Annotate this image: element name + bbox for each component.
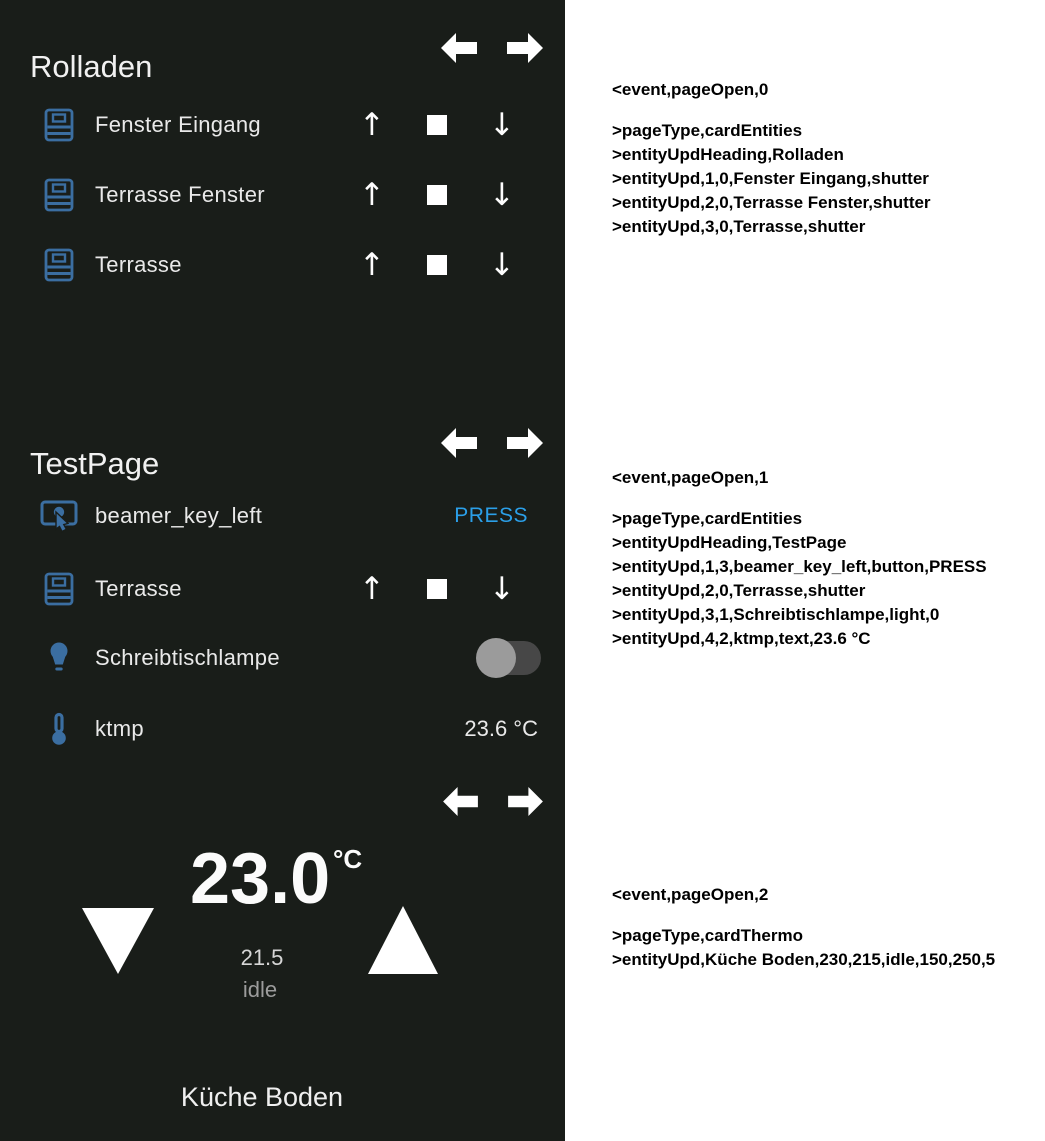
nav-prev-arrow-icon[interactable] (441, 33, 477, 63)
protocol-line: >entityUpd,2,0,Terrasse,shutter (612, 581, 866, 600)
card-rolladen (0, 0, 565, 410)
press-button[interactable]: PRESS (454, 504, 528, 527)
protocol-line: >entityUpd,3,1,Schreibtischlampe,light,0 (612, 605, 940, 624)
entity-label: Terrasse Fenster (95, 182, 265, 207)
shutter-up-button[interactable]: ↑ (359, 177, 385, 213)
window-shutter-icon (40, 108, 78, 142)
protocol-line: >entityUpd,4,2,ktmp,text,23.6 °C (612, 629, 871, 648)
protocol-event-line: <event,pageOpen,0 (612, 80, 769, 99)
nav-prev-arrow-icon[interactable] (441, 428, 477, 458)
protocol-line: >pageType,cardEntities (612, 509, 803, 528)
protocol-line: >entityUpd,1,3,beamer_key_left,button,PRESS (612, 557, 987, 576)
nav-next-arrow-icon[interactable] (507, 33, 543, 63)
protocol-line: >entityUpd,2,0,Terrasse Fenster,shutter (612, 193, 931, 212)
entity-row (0, 100, 565, 150)
entity-row (0, 170, 565, 220)
gesture-tap-button-icon (40, 499, 78, 533)
hvac-state: idle (242, 977, 278, 1002)
card-thermo (0, 770, 565, 1141)
temperature-unit: °C (333, 844, 363, 874)
page-title: TestPage (30, 445, 160, 481)
protocol-line: >entityUpdHeading,TestPage (612, 533, 847, 552)
shutter-up-button[interactable]: ↑ (359, 107, 385, 143)
setpoint-value: 21.5 (240, 945, 284, 970)
shutter-down-button[interactable]: ↓ (489, 107, 515, 143)
protocol-line: >entityUpd,3,0,Terrasse,shutter (612, 217, 866, 236)
entity-label: beamer_key_left (95, 503, 263, 528)
thermostat-name: Küche Boden (180, 1082, 344, 1112)
window-shutter-icon (40, 178, 78, 212)
entity-row (0, 633, 565, 683)
protocol-event-line: <event,pageOpen,2 (612, 885, 769, 904)
protocol-line: >entityUpd,Küche Boden,230,215,idle,150,250,5 (612, 950, 996, 969)
entity-label: Schreibtischlampe (95, 645, 280, 670)
window-shutter-icon (40, 248, 78, 282)
entity-row (0, 704, 565, 754)
temp-down-button[interactable] (82, 908, 154, 974)
shutter-stop-button[interactable] (427, 579, 447, 599)
protocol-block (612, 78, 1044, 239)
entity-label: Fenster Eingang (95, 112, 261, 137)
protocol-event-line: <event,pageOpen,1 (612, 468, 769, 487)
lightbulb-icon (40, 641, 78, 675)
protocol-block (612, 883, 1044, 972)
temperature-value: 23.6 °C (464, 716, 538, 741)
shutter-down-button[interactable]: ↓ (489, 571, 515, 607)
nav-next-arrow-icon[interactable] (507, 428, 543, 458)
shutter-stop-button[interactable] (427, 255, 447, 275)
window-shutter-icon (40, 572, 78, 606)
protocol-block (612, 466, 1044, 651)
shutter-up-button[interactable]: ↑ (359, 571, 385, 607)
toggle-knob[interactable] (476, 638, 516, 678)
shutter-stop-button[interactable] (427, 115, 447, 135)
nav-prev-arrow-icon[interactable] (443, 787, 478, 816)
protocol-line: >entityUpdHeading,Rolladen (612, 145, 844, 164)
entity-label: ktmp (95, 716, 144, 741)
nav-next-arrow-icon[interactable] (508, 787, 543, 816)
entity-row (0, 240, 565, 290)
current-temperature: 23.0 (190, 839, 331, 919)
shutter-down-button[interactable]: ↓ (489, 247, 515, 283)
entity-label: Terrasse (95, 576, 182, 601)
thermometer-icon (40, 712, 78, 746)
protocol-line: >entityUpd,1,0,Fenster Eingang,shutter (612, 169, 929, 188)
protocol-line: >pageType,cardEntities (612, 121, 803, 140)
light-toggle[interactable] (478, 641, 541, 675)
shutter-down-button[interactable]: ↓ (489, 177, 515, 213)
page-title: Rolladen (30, 48, 153, 84)
card-testpage (0, 410, 565, 770)
shutter-up-button[interactable]: ↑ (359, 247, 385, 283)
entity-row (0, 491, 565, 541)
shutter-stop-button[interactable] (427, 185, 447, 205)
temp-up-button[interactable] (368, 906, 438, 974)
entity-row (0, 564, 565, 614)
protocol-line: >pageType,cardThermo (612, 926, 803, 945)
entity-label: Terrasse (95, 252, 182, 277)
